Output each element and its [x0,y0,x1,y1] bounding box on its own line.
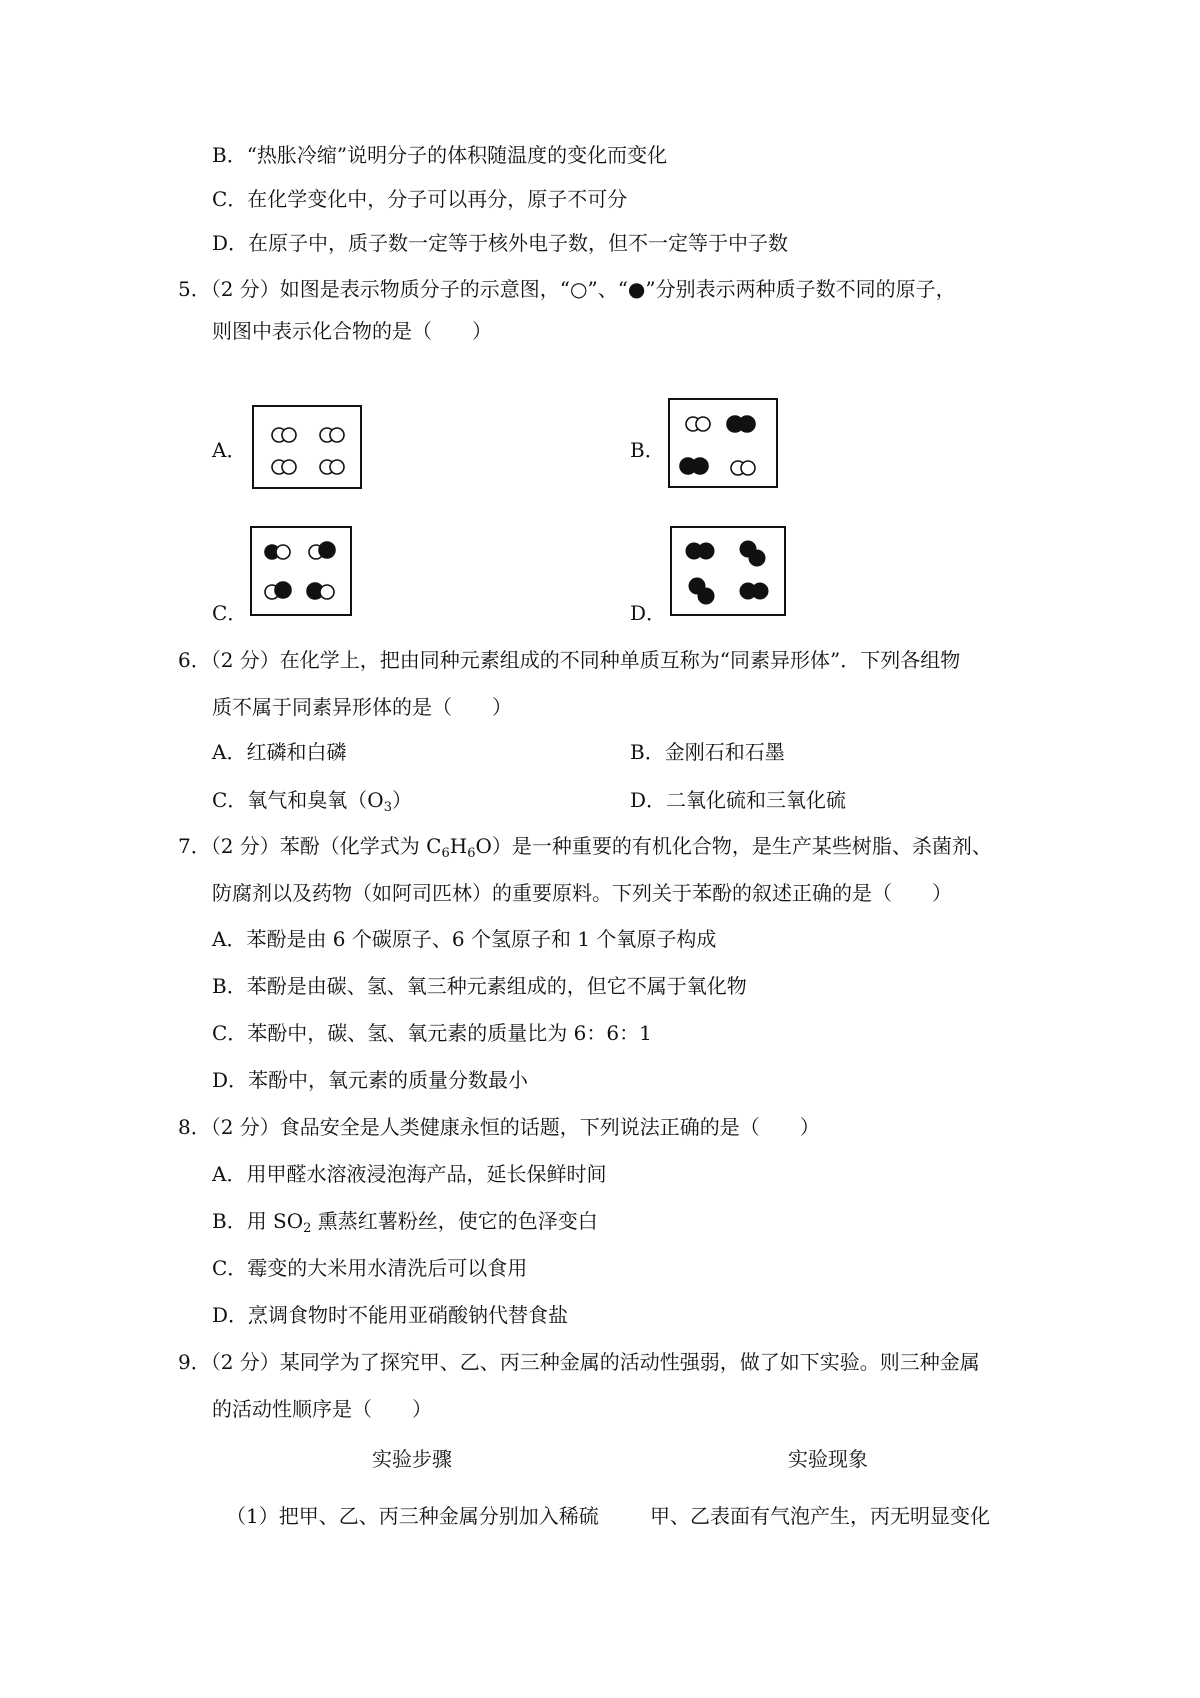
q5-figure-a [252,405,364,491]
q7-option-a: A．苯酚是由 6 个碳原子、6 个氢原子和 1 个氧原子构成 [212,927,717,951]
q6-option-b: B．金刚石和石墨 [630,740,785,764]
q6-option-d: D．二氧化硫和三氧化硫 [630,788,847,812]
q4-option-d: D．在原子中，质子数一定等于核外电子数，但不一定等于中子数 [212,231,789,255]
q8-stem: 8．（2 分）食品安全是人类健康永恒的话题，下列说法正确的是（ ） [178,1115,820,1139]
q6-stem-line1: 6．（2 分）在化学上，把由同种元素组成的不同种单质互称为“同素异形体”．下列各组物 [178,648,961,672]
q5-label-d: D． [630,601,667,625]
q5-figure-c [250,526,354,618]
q9-table-cell-step1: （1）把甲、乙、丙三种金属分别加入稀硫 [226,1504,599,1528]
q5-figure-b [668,398,780,490]
q7-option-d: D．苯酚中，氧元素的质量分数最小 [212,1068,529,1092]
q7-stem-line2: 防腐剂以及药物（如阿司匹林）的重要原料。下列关于苯酚的叙述正确的是（ ） [212,881,952,905]
q5-stem-line2: 则图中表示化合物的是（ ） [212,319,492,343]
q8-option-c: C．霉变的大米用水清洗后可以食用 [212,1256,528,1280]
q5-label-b: B． [630,438,665,462]
q8-option-a: A．用甲醛水溶液浸泡海产品，延长保鲜时间 [212,1162,607,1186]
q5-label-c: C． [212,601,248,625]
q9-table-header-phenomena: 实验现象 [788,1447,868,1471]
q8-option-b: B．用 $SO_2$ 熏蒸红薯粉丝，使它的色泽变白 [212,1209,598,1236]
q6-option-a: A．红磷和白磷 [212,740,347,764]
q5-figure-d [670,526,788,618]
q5-stem-line1: 5．（2 分）如图是表示物质分子的示意图，“○”、“●”分别表示两种质子数不同的原子， [178,277,956,301]
q9-table-header-steps: 实验步骤 [372,1447,452,1471]
q5-label-a: A． [212,438,247,462]
q6-stem-line2: 质不属于同素异形体的是（ ） [212,695,512,719]
q4-option-b: B．“热胀冷缩”说明分子的体积随温度的变化而变化 [212,143,668,167]
q9-stem-line1: 9．（2 分）某同学为了探究甲、乙、丙三种金属的活动性强弱，做了如下实验。则三种金属 [178,1350,980,1374]
q9-stem-line2: 的活动性顺序是（ ） [212,1397,432,1421]
q4-option-c: C．在化学变化中，分子可以再分，原子不可分 [212,187,628,211]
q8-option-d: D．烹调食物时不能用亚硝酸钠代替食盐 [212,1303,569,1327]
q7-stem-line1: 7．（2 分）苯酚（化学式为 $C_6H_6O$）是一种重要的有机化合物，是生产某些树脂、杀菌剂、 [178,834,992,861]
q6-option-c: C．氧气和臭氧$(O_3)$ [212,788,412,815]
q7-option-b: B．苯酚是由碳、氢、氧三种元素组成的，但它不属于氧化物 [212,974,747,998]
q9-table-cell-phenomenon1: 甲、乙表面有气泡产生，丙无明显变化 [650,1504,990,1528]
q7-option-c: C．苯酚中，碳、氢、氧元素的质量比为 6：6：1 [212,1021,652,1045]
